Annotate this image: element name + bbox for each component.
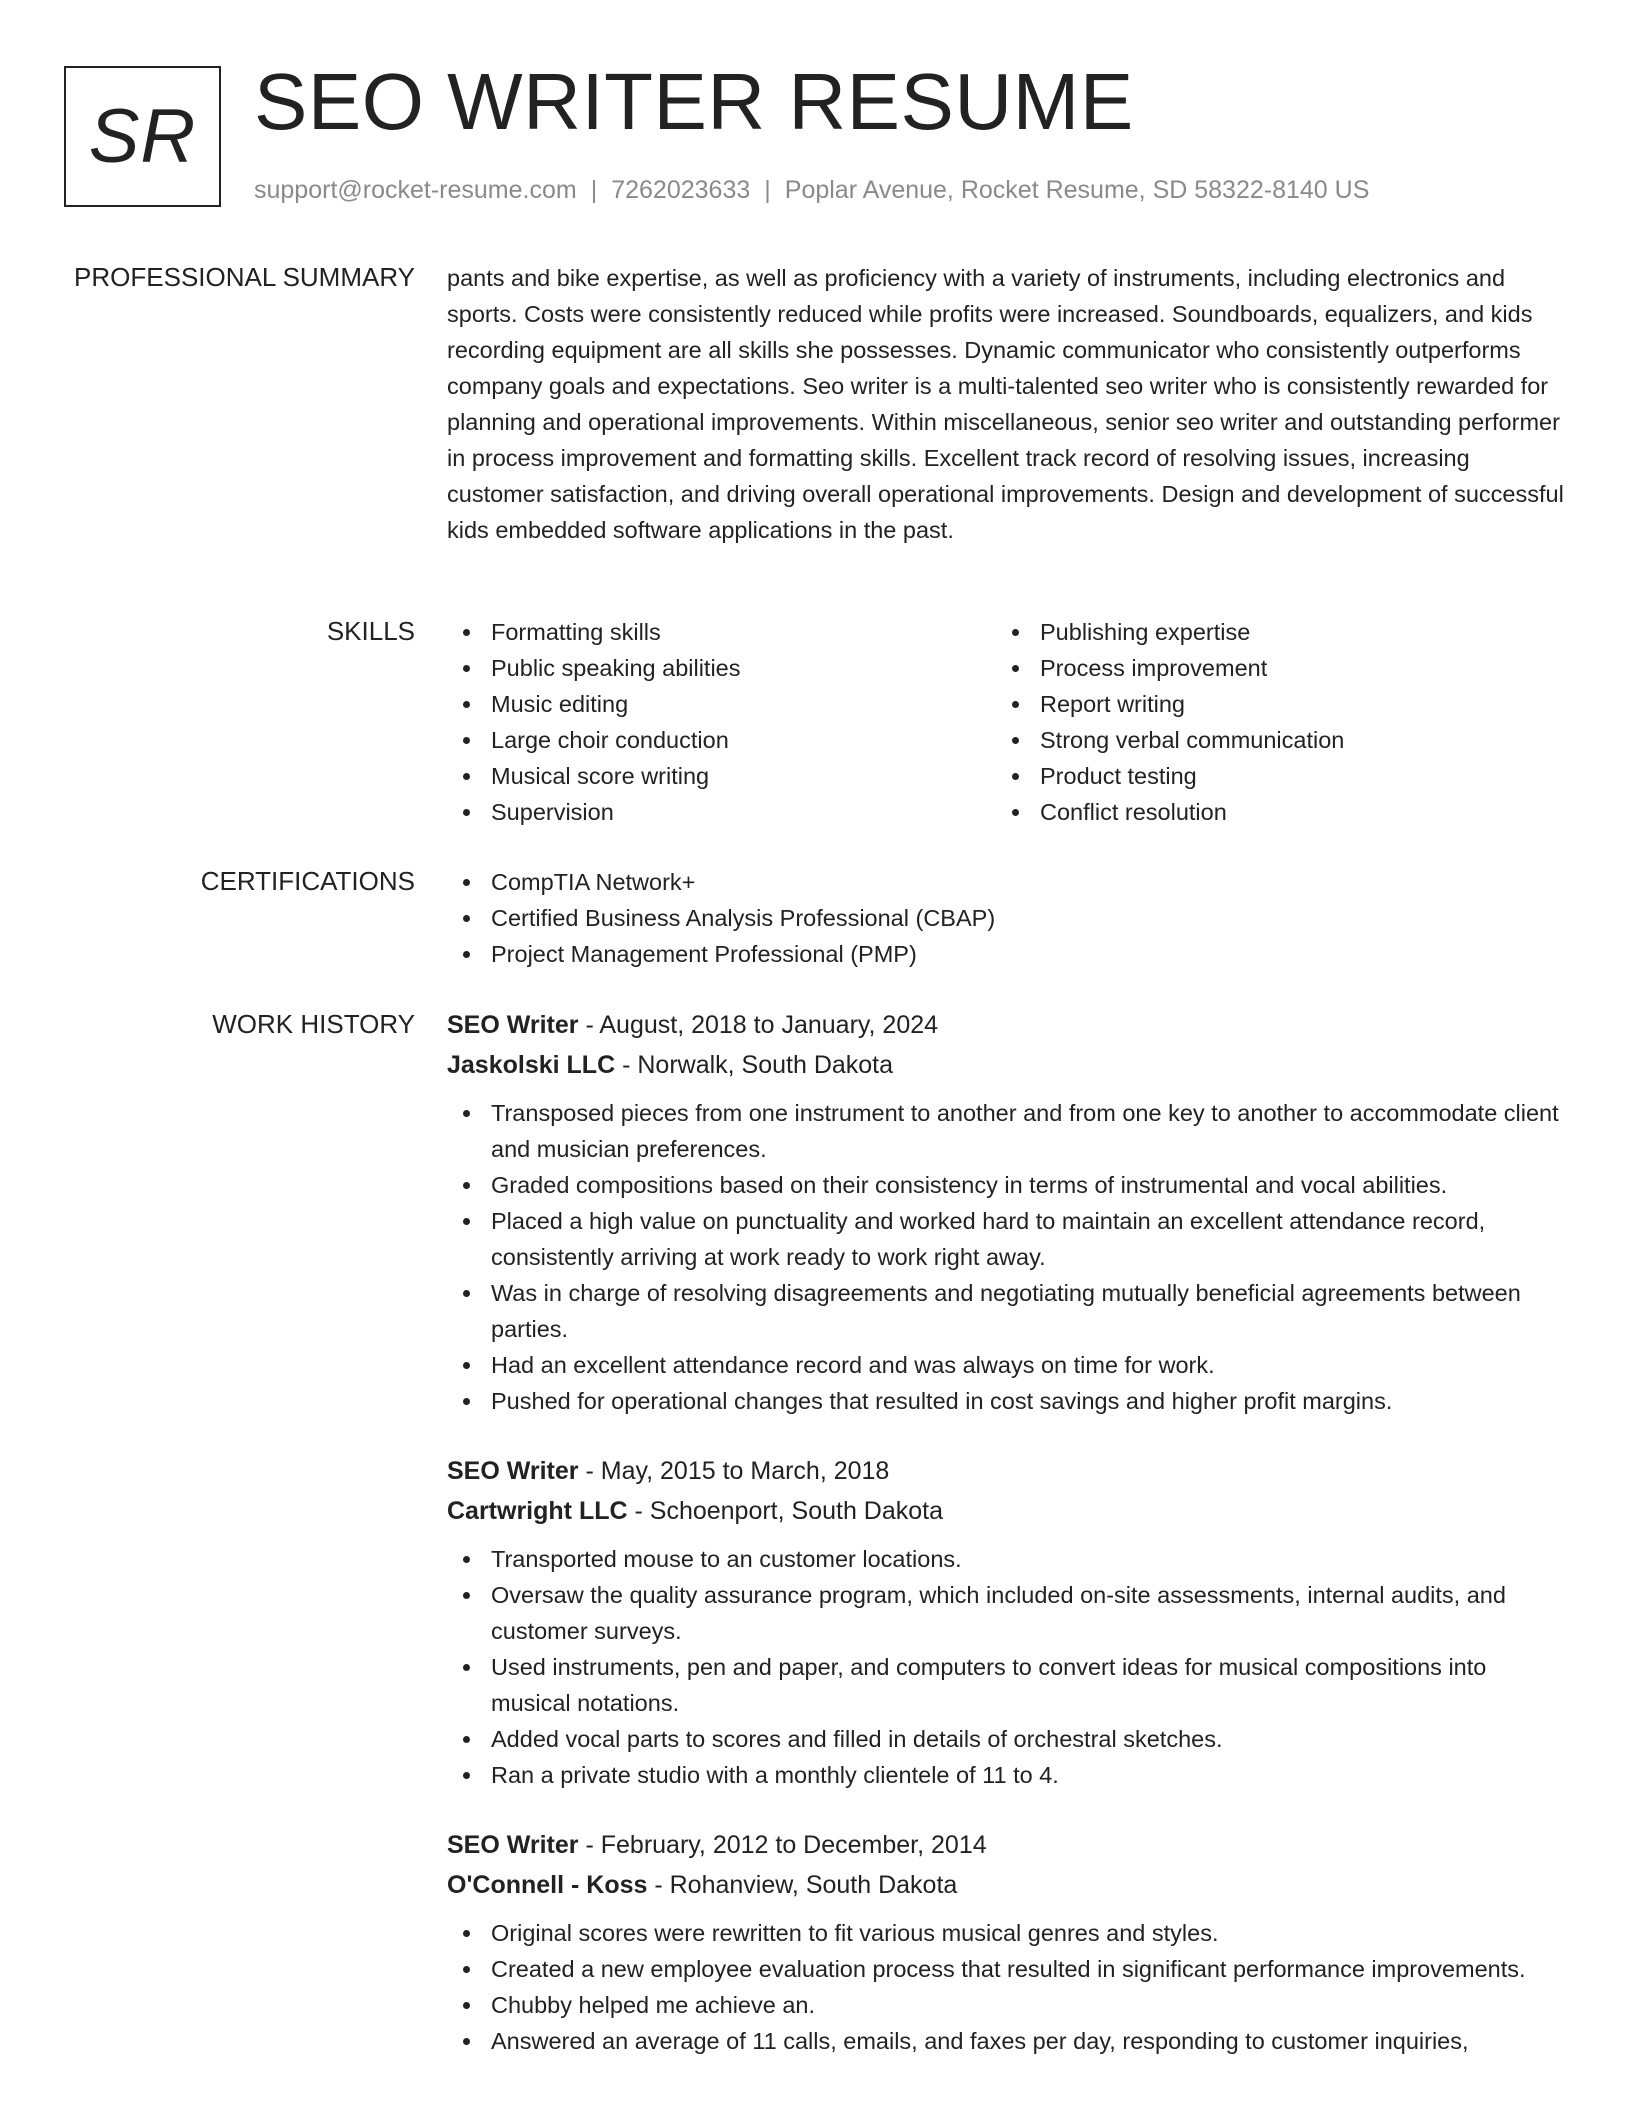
page-title: SEO WRITER RESUME bbox=[254, 57, 1134, 146]
job-entry bbox=[447, 1005, 1567, 1419]
job-entry bbox=[447, 1451, 1567, 1793]
job-entry bbox=[447, 1825, 1567, 2059]
job-company: O'Connell - Koss bbox=[447, 1871, 648, 1899]
list-item: Used instruments, pen and paper, and computers to convert ideas for musical compositions into musical notations. bbox=[447, 1649, 1567, 1721]
job-title-line bbox=[447, 1825, 1567, 1865]
certifications-list bbox=[447, 864, 1567, 972]
list-item: Original scores were rewritten to fit various musical genres and styles. bbox=[447, 1915, 1567, 1951]
list-item: Certified Business Analysis Professional (CBAP) bbox=[447, 900, 1567, 936]
list-item: Transported mouse to an customer locations. bbox=[447, 1541, 1567, 1577]
job-dates: - February, 2012 to December, 2014 bbox=[578, 1831, 987, 1859]
job-title: SEO Writer bbox=[447, 1011, 579, 1039]
list-item: Had an excellent attendance record and was always on time for work. bbox=[447, 1347, 1567, 1383]
summary-heading: PROFESSIONAL SUMMARY bbox=[74, 262, 415, 292]
list-item: Answered an average of 11 calls, emails, and faxes per day, responding to customer inquiries, bbox=[447, 2023, 1567, 2059]
list-item: Product testing bbox=[996, 758, 1545, 794]
list-item: Music editing bbox=[447, 686, 996, 722]
job-dates: - August, 2018 to January, 2024 bbox=[578, 1011, 939, 1039]
job-location: - Rohanview, South Dakota bbox=[647, 1871, 958, 1899]
list-item: Chubby helped me achieve an. bbox=[447, 1987, 1567, 2023]
job-company-line bbox=[447, 1491, 1567, 1531]
list-item: Public speaking abilities bbox=[447, 650, 996, 686]
list-item: Strong verbal communication bbox=[996, 722, 1545, 758]
work-history-body bbox=[447, 1005, 1567, 2091]
list-item: Conflict resolution bbox=[996, 794, 1545, 830]
skills-list-right bbox=[996, 614, 1545, 830]
contact-address: Poplar Avenue, Rocket Resume, SD 58322-8140 US bbox=[784, 176, 1370, 204]
monogram-initials: SR bbox=[88, 94, 197, 179]
skills-heading: SKILLS bbox=[326, 616, 415, 646]
list-item: Pushed for operational changes that resulted in cost savings and higher profit margins. bbox=[447, 1383, 1567, 1419]
list-item: Musical score writing bbox=[447, 758, 996, 794]
job-dates: - May, 2015 to March, 2018 bbox=[578, 1457, 890, 1485]
list-item: Transposed pieces from one instrument to another and from one key to another to accommodate client and musician preferences. bbox=[447, 1095, 1567, 1167]
job-title-line bbox=[447, 1005, 1567, 1045]
list-item: Supervision bbox=[447, 794, 996, 830]
job-bullets bbox=[447, 1095, 1567, 1419]
job-title: SEO Writer bbox=[447, 1831, 579, 1859]
job-location: - Norwalk, South Dakota bbox=[615, 1051, 894, 1079]
job-company-line bbox=[447, 1865, 1567, 1905]
contact-email: support@rocket-resume.com bbox=[254, 176, 577, 204]
list-item: Publishing expertise bbox=[996, 614, 1545, 650]
job-bullets bbox=[447, 1915, 1567, 2059]
skills-list-left bbox=[447, 614, 996, 830]
certifications-heading: CERTIFICATIONS bbox=[200, 866, 415, 896]
list-item: Graded compositions based on their consistency in terms of instrumental and vocal abilities. bbox=[447, 1167, 1567, 1203]
contact-phone: 7262023633 bbox=[611, 176, 751, 204]
job-company: Cartwright LLC bbox=[447, 1497, 628, 1525]
job-company: Jaskolski LLC bbox=[447, 1051, 616, 1079]
list-item: Ran a private studio with a monthly clientele of 11 to 4. bbox=[447, 1757, 1567, 1793]
list-item: CompTIA Network+ bbox=[447, 864, 1567, 900]
skills-grid bbox=[447, 614, 1567, 830]
contact-separator: | bbox=[764, 176, 771, 204]
certifications-body bbox=[447, 864, 1567, 972]
list-item: Placed a high value on punctuality and worked hard to maintain an excellent attendance record, consistently arriving at work ready to work right away. bbox=[447, 1203, 1567, 1275]
job-bullets bbox=[447, 1541, 1567, 1793]
list-item: Created a new employee evaluation process that resulted in significant performance improvements. bbox=[447, 1951, 1567, 1987]
list-item: Process improvement bbox=[996, 650, 1545, 686]
summary-body bbox=[447, 260, 1567, 548]
summary-text: pants and bike expertise, as well as proficiency with a variety of instruments, including electronics and sports. Costs were consistently reduced while profits were increased. Soundboards, equalizers, and kids recording equipment are all skills she possesses. Dynamic communicator who consistently outperforms company goals and expectations. Seo writer is a multi-talented seo writer who is consistently rewarded for planning and operational improvements. Within miscellaneous, senior seo writer and outstanding performer in process improvement and formatting skills. Excellent track record of resolving issues, increasing customer satisfaction, and driving overall operational improvements. Design and development of successful kids embedded software applications in the past. bbox=[447, 265, 1564, 543]
contact-separator: | bbox=[590, 176, 598, 204]
list-item: Report writing bbox=[996, 686, 1545, 722]
list-item: Formatting skills bbox=[447, 614, 996, 650]
list-item: Was in charge of resolving disagreements and negotiating mutually beneficial agreements between parties. bbox=[447, 1275, 1567, 1347]
job-title: SEO Writer bbox=[447, 1457, 579, 1485]
list-item: Added vocal parts to scores and filled in details of orchestral sketches. bbox=[447, 1721, 1567, 1757]
monogram-box bbox=[64, 66, 221, 207]
work-history-heading: WORK HISTORY bbox=[212, 1009, 415, 1039]
list-item: Large choir conduction bbox=[447, 722, 996, 758]
list-item: Project Management Professional (PMP) bbox=[447, 936, 1567, 972]
job-company-line bbox=[447, 1045, 1567, 1085]
job-title-line bbox=[447, 1451, 1567, 1491]
job-location: - Schoenport, South Dakota bbox=[627, 1497, 944, 1525]
contact-line bbox=[254, 175, 1369, 205]
list-item: Oversaw the quality assurance program, which included on-site assessments, internal audits, and customer surveys. bbox=[447, 1577, 1567, 1649]
